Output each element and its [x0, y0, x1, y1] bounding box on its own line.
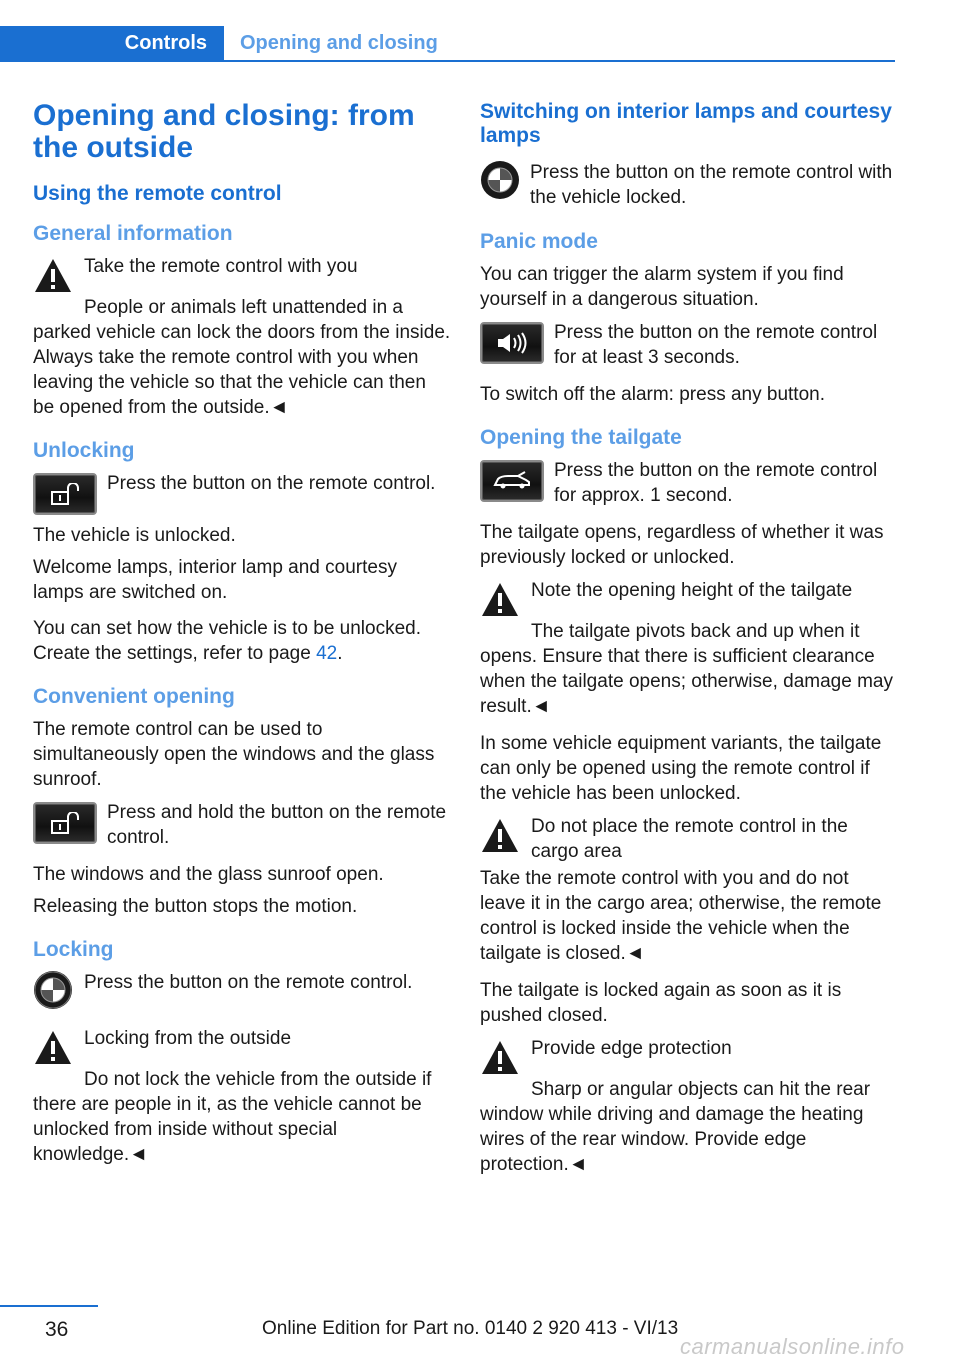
warning-title: Do not place the remote control in the cargo area	[531, 816, 848, 862]
interior-heading: Switching on interior lamps and courtesy lamps	[480, 100, 892, 147]
panic-instruction	[480, 320, 895, 370]
left-column	[33, 100, 451, 1174]
unlocking-instruction	[33, 471, 451, 515]
welcome-lamps-paragraph: Welcome lamps, interior lamp and courtesy lamps are switched on.	[33, 557, 397, 603]
warning-take-remote	[33, 254, 451, 296]
variants-paragraph: In some vehicle equipment variants, the tailgate can only be opened using the remote control if the vehicle has been unlocked.	[480, 733, 882, 804]
chapter-tab[interactable]: Controls	[0, 26, 224, 61]
interior-text: Press the button on the remote control with the vehicle locked.	[530, 162, 893, 208]
warning-triangle-icon	[33, 256, 73, 296]
warning-opening-height	[480, 578, 895, 620]
warning-title: Locking from the outside	[84, 1028, 292, 1049]
warning-cargo-area	[480, 814, 895, 866]
subtitle: Using the remote control	[33, 182, 282, 205]
page-number: 36	[45, 1318, 69, 1341]
right-column	[480, 100, 895, 1184]
convenient-btn-text: Press and hold the button on the remote control.	[107, 802, 447, 848]
warning-title: Note the opening height of the tailgate	[531, 580, 853, 601]
tailgate-btn-text: Press the button on the remote control for approx. 1 second.	[554, 460, 878, 506]
footer-rule	[0, 1305, 98, 1307]
warning-title: Take the remote control with you	[84, 256, 358, 277]
locking-heading: Locking	[33, 938, 114, 961]
warning-triangle-icon	[480, 580, 520, 620]
interior-instruction	[480, 160, 895, 210]
unlocking-heading: Unlocking	[33, 439, 135, 462]
warning-body: Do not lock the vehicle from the outside if there are people in it, as the vehicle cannot be unlocked from inside without special knowledge.◄	[33, 1069, 432, 1165]
release-paragraph: Releasing the button stops the motion.	[33, 896, 358, 917]
section-tab[interactable]: Opening and closing	[240, 32, 438, 54]
settings-text: You can set how the vehicle is to be unlocked. Create the settings, refer to page	[33, 618, 421, 664]
tailgate-paragraph: The tailgate opens, regardless of whether it was previously locked or unlocked.	[480, 522, 884, 568]
locking-instruction	[33, 970, 451, 1010]
tailgate-button-icon	[480, 460, 544, 502]
panic-heading: Panic mode	[480, 230, 598, 253]
settings-paragraph	[33, 616, 451, 666]
panic-btn-text: Press the button on the remote control for at least 3 seconds.	[554, 322, 878, 368]
unlocking-text: Press the button on the remote control.	[107, 473, 436, 494]
convenient-instruction	[33, 800, 451, 850]
page-title: Opening and closing: from the outside	[33, 99, 415, 164]
page-link[interactable]: 42	[316, 643, 338, 664]
warning-body: The tailgate pivots back and up when it opens. Ensure that there is sufficient clearance when the tailgate opens; otherwise, damage may result.◄	[480, 621, 893, 717]
warning-triangle-icon	[480, 816, 520, 856]
tailgate-heading: Opening the tailgate	[480, 426, 682, 449]
warning-title: Provide edge protection	[531, 1038, 732, 1059]
watermark: carmanualsonline.info	[680, 1334, 905, 1359]
windows-open-paragraph: The windows and the glass sunroof open.	[33, 864, 384, 885]
locking-text: Press the button on the remote control.	[84, 972, 413, 993]
bmw-logo-icon	[33, 970, 73, 1010]
page-header	[0, 26, 895, 62]
unlock-button-icon	[33, 473, 97, 515]
warning-body: Take the remote control with you and do not leave it in the cargo area; otherwise, the remote control is locked inside the vehicle when the tailgate is closed.◄	[480, 868, 882, 964]
edition-text: Online Edition for Part no. 0140 2 920 413 - VI/13	[262, 1318, 679, 1339]
convenient-paragraph: The remote control can be used to simultaneously open the windows and the glass sunroof.	[33, 719, 435, 790]
convenient-heading: Convenient opening	[33, 685, 235, 708]
tailgate-instruction	[480, 458, 895, 508]
warning-triangle-icon	[33, 1028, 73, 1068]
unlock-button-icon	[33, 802, 97, 844]
warning-body: Sharp or angular objects can hit the rear window while driving and damage the heating wires of the rear window. Provide edge protection.◄	[480, 1079, 871, 1175]
bmw-logo-icon	[480, 160, 520, 200]
panic-button-icon	[480, 322, 544, 364]
panic-off-paragraph: To switch off the alarm: press any button.	[480, 384, 825, 405]
warning-locking-outside	[33, 1026, 451, 1068]
warning-body: People or animals left unattended in a parked vehicle can lock the doors from the inside. Always take the remote control with you when leaving the vehicle so that the vehicle can then be opened from the outside.◄	[33, 297, 451, 418]
warning-triangle-icon	[480, 1038, 520, 1078]
warning-edge-protection	[480, 1036, 895, 1078]
unlocked-paragraph: The vehicle is unlocked.	[33, 525, 236, 546]
general-heading: General information	[33, 222, 233, 245]
panic-paragraph: You can trigger the alarm system if you find yourself in a dangerous situation.	[480, 264, 844, 310]
locked-again-paragraph: The tailgate is locked again as soon as it is pushed closed.	[480, 980, 842, 1026]
settings-period: .	[337, 643, 343, 664]
